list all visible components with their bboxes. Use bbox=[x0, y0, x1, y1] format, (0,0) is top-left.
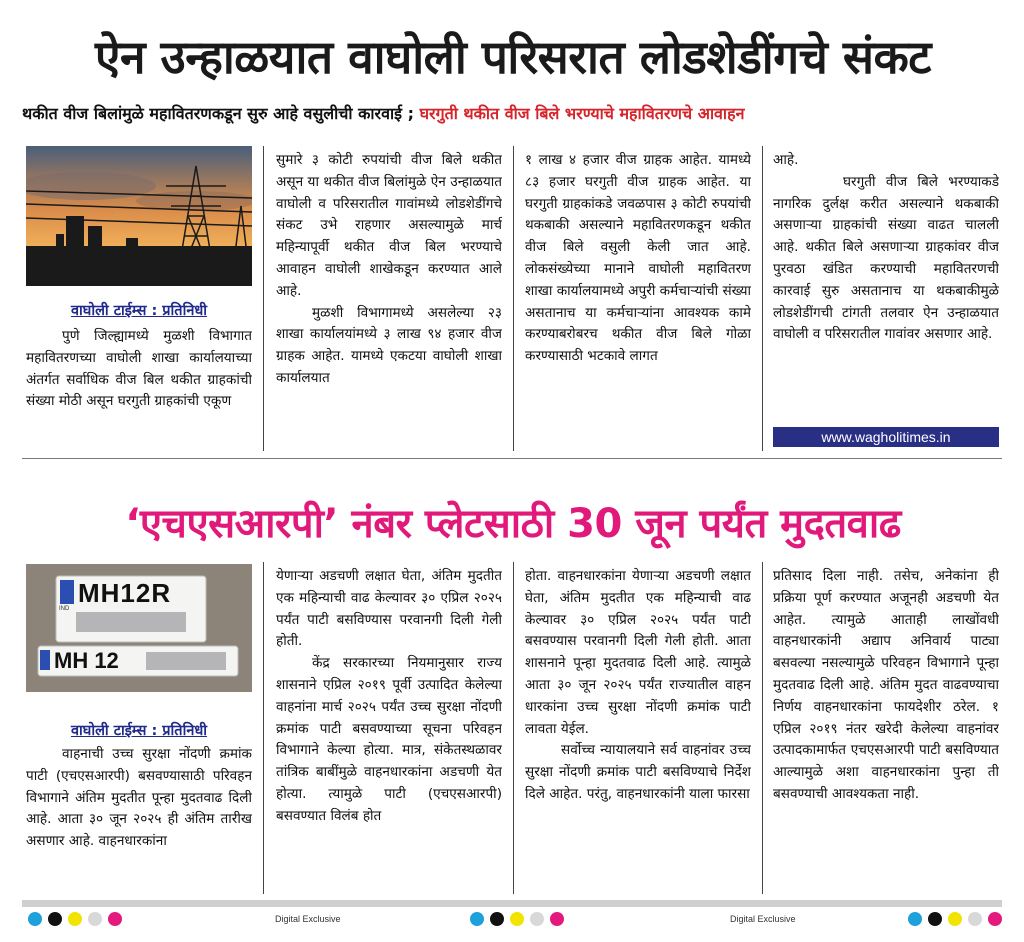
cyan-dot bbox=[908, 912, 922, 926]
yellow-dot bbox=[948, 912, 962, 926]
yellow-dot bbox=[510, 912, 524, 926]
footer-label-center: Digital Exclusive bbox=[275, 914, 341, 924]
yellow-dot bbox=[68, 912, 82, 926]
article1-column-2-text-2: मुळशी विभागामध्ये असलेल्या २३ शाखा कार्यालयांमध्ये ३ लाख ९४ हजार वीज ग्राहक आहेत. यामध्ये एकटया वाघोली शाखा कार्यालयात bbox=[276, 304, 502, 386]
article2-column-4-text: प्रतिसाद दिला नाही. तसेच, अनेकांना ही प्रक्रिया पूर्ण करण्यात अजूनही अडचणी येत आहेत. त्यामुळे आताही लाखोंवधी वाहनधारकांनी अद्याप अनिवार्य पाट्या बसवल्या नसल्यामुळे परिवहन विभागाने पून्हा मुदतवाढ दिली आहे. अंतिम मुदत वाढवण्याचा निर्णय वाहनधारकांना फायदेशीर ठरेल. १ एप्रिल २०१९ नंतर खरेदी केलेल्या वाहनांवर उत्पादकामार्फत एचएसआरपी पाटी बसविण्यात आल्यामुळे अशा वाहनधारकांना पुन्हा ती बसवण्याची आवश्यकता नाही. bbox=[773, 568, 999, 802]
article1-subhead bbox=[22, 100, 1007, 128]
article2-column-1 bbox=[26, 744, 252, 894]
plate-number-bottom: MH 12 bbox=[54, 648, 119, 673]
column-divider bbox=[513, 562, 514, 894]
footer-bar bbox=[22, 900, 1002, 907]
black-dot bbox=[48, 912, 62, 926]
magenta-dot bbox=[988, 912, 1002, 926]
column-divider bbox=[263, 146, 264, 451]
column-divider bbox=[762, 562, 763, 894]
magenta-dot bbox=[550, 912, 564, 926]
grey-dot bbox=[968, 912, 982, 926]
column-divider bbox=[762, 146, 763, 451]
footer-label-right: Digital Exclusive bbox=[730, 914, 796, 924]
article2-column-2 bbox=[276, 566, 502, 894]
magenta-dot bbox=[108, 912, 122, 926]
article2-column-2-text-2: केंद्र सरकारच्या नियमानुसार राज्य शासनाने एप्रिल २०१९ पूर्वी उत्पादित केलेल्या वाहनांना मार्च २०२५ पर्यंत उच्च सुरक्षा नोंदणी क्रमांक पाटी बसवण्याच्या सूचना परिवहन विभागाने केल्या होत्या. मात्र, संकेतस्थळावर तांत्रिक बाबींमुळे वाहनधारकांना अडचणी येत होत्या. त्यामुळे पाटी (एचएसआरपी) बसवण्यात विलंब होत bbox=[276, 655, 502, 824]
black-dot bbox=[928, 912, 942, 926]
article2-column-2-text-1: येणाऱ्या अडचणी लक्षात घेता, अंतिम मुदतीत एक महिन्याची वाढ केल्यावर ३० एप्रिल २०२५ पर्यंत पाटी बसविण्यास परवानगी दिली गेली होती. bbox=[276, 568, 502, 650]
grey-dot bbox=[530, 912, 544, 926]
plate-ind-label: IND bbox=[59, 606, 70, 612]
power-tower-illustration bbox=[26, 146, 252, 286]
black-dot bbox=[490, 912, 504, 926]
article1-column-1 bbox=[26, 326, 252, 456]
article1-subhead-right: घरगुती थकीत वीज बिले भरण्याचे महावितरणचे आवाहन bbox=[419, 104, 745, 123]
article1-column-4 bbox=[773, 150, 999, 424]
article2-column-3-text-2: सर्वोच्च न्यायालयाने सर्व वाहनांवर उच्च सुरक्षा नोंदणी क्रमांक पाटी बसविण्याचे निर्देश दिले आहेत. परंतु, वाहनधारकांनी याला फारसा bbox=[525, 742, 751, 802]
website-url-banner: www.wagholitimes.in bbox=[773, 427, 999, 447]
article1-subhead-separator: ; bbox=[402, 104, 420, 123]
column-divider bbox=[513, 146, 514, 451]
article2-column-1-text: वाहनाची उच्च सुरक्षा नोंदणी क्रमांक पाटी (एचएसआरपी) बसवण्यासाठी परिवहन विभागाने अंतिम मुदतीत पून्हा मुदतवाढ दिली आहे. आता ३० जून २०२५ ही अंतिम तारीख असणार आहे. वाहनधारकांना bbox=[26, 746, 252, 850]
article1-column-2-text-1: सुमारे ३ कोटी रुपयांची वीज बिले थकीत असून या थकीत वीज बिलांमुळे ऐन उन्हाळयात वाघोली व परिसरातील गावांमध्ये लोडशेडींगचे संकट उभे राहणार असल्यामुळे मार्च महिन्यापूर्वी थकीत वीज बिल भरण्याचे आवाहन वाघोली शाखेकडून करण्यात आले आहे. bbox=[276, 152, 502, 299]
article1-byline: वाघोली टाईम्स : प्रतिनिधी bbox=[70, 303, 208, 319]
registration-marks-center bbox=[470, 912, 564, 926]
article1-column-3-text: १ लाख ४ हजार वीज ग्राहक आहेत. यामध्ये ८३ हजार घरगुती वीज ग्राहक आहेत. या घरगुती ग्राहकांकडे जवळपास ३ कोटी रुपयांची थकबाकी असल्याने महावितरणकडून थकीत वीज बिले वसुली केली जात आहे. लोकसंख्येच्या मानाने वाघोली महावितरण शाखा कार्यालयामध्ये अपुरी कर्मचाऱ्यांची संख्या असतानाच या कर्मचाऱ्यांना आवश्यक कामे करण्याबरोबरच थकीत वीज बिले गोळा करण्यासाठी भटकावे लागत bbox=[525, 152, 751, 365]
article1-headline: ऐन उन्हाळयात वाघोली परिसरात लोडशेडींगचे संकट bbox=[95, 30, 931, 84]
article1-column-4-text-1: आहे. bbox=[773, 152, 799, 168]
article1-column-1-text: पुणे जिल्ह्यामध्ये मुळशी विभागात महावितरणच्या वाघोली शाखा कार्यालयाच्या अंतर्गत सर्वाधिक वीज बिल थकीत ग्राहकांची संख्या मोठी असून घरगुती ग्राहकांची एकूण bbox=[26, 328, 252, 410]
article1-column-4-text-2: घरगुती वीज बिले भरण्याकडे नागरिक दुर्लक्ष करीत असल्याने थकबाकी असणाऱ्या ग्राहकांची संख्या वाढत चालली आहे. थकीत बिले असणाऱ्या ग्राहकांवर वीज पुरवठा खंडित करण्याची महावितरणची कारवाई सुरु असतानाच या थकबाकीमुळे लोडशेडींगची टांगती तलवार ऐन उन्हाळयात वाघोली व परिसरातील गावांवर असणार आहे. bbox=[773, 173, 999, 343]
article1-column-3 bbox=[525, 150, 751, 450]
column-divider bbox=[263, 562, 264, 894]
grey-dot bbox=[88, 912, 102, 926]
article2-column-4 bbox=[773, 566, 999, 894]
registration-marks-right bbox=[908, 912, 1002, 926]
cyan-dot bbox=[470, 912, 484, 926]
power-tower-photo bbox=[26, 146, 252, 286]
article-separator-rule bbox=[22, 458, 1002, 459]
cyan-dot bbox=[28, 912, 42, 926]
article1-subhead-left: थकीत वीज बिलांमुळे महावितरणकडून सुरु आहे वसुलीची कारवाई bbox=[22, 104, 403, 123]
article2-column-3-text-1: होता. वाहनधारकांना येणाऱ्या अडचणी लक्षात घेता, अंतिम मुदतीत एक महिन्याची वाढ केल्यावर ३० एप्रिल २०२५ पर्यंत पाटी बसवण्यास परवानगी दिली गेली होती. आता शासनाने पून्हा मुदतवाढ दिली आहे. त्यामुळे आता ३० जून २०२५ पर्यंत राज्यातील वाहन धारकांना उच्च सुरक्षा नोंदणी क्रमांक पाटी लावता येईल. bbox=[525, 568, 751, 737]
article2-headline: ‘एचएसआरपी’ नंबर प्लेटसाठी 30 जून पर्यंत मुदतवाढ bbox=[125, 501, 901, 547]
article2-column-3 bbox=[525, 566, 751, 894]
plate-number-top: MH12R bbox=[78, 578, 172, 608]
registration-marks-left bbox=[28, 912, 122, 926]
article1-column-2 bbox=[276, 150, 502, 450]
number-plate-photo bbox=[26, 564, 252, 692]
article2-byline: वाघोली टाईम्स : प्रतिनिधी bbox=[70, 723, 208, 739]
